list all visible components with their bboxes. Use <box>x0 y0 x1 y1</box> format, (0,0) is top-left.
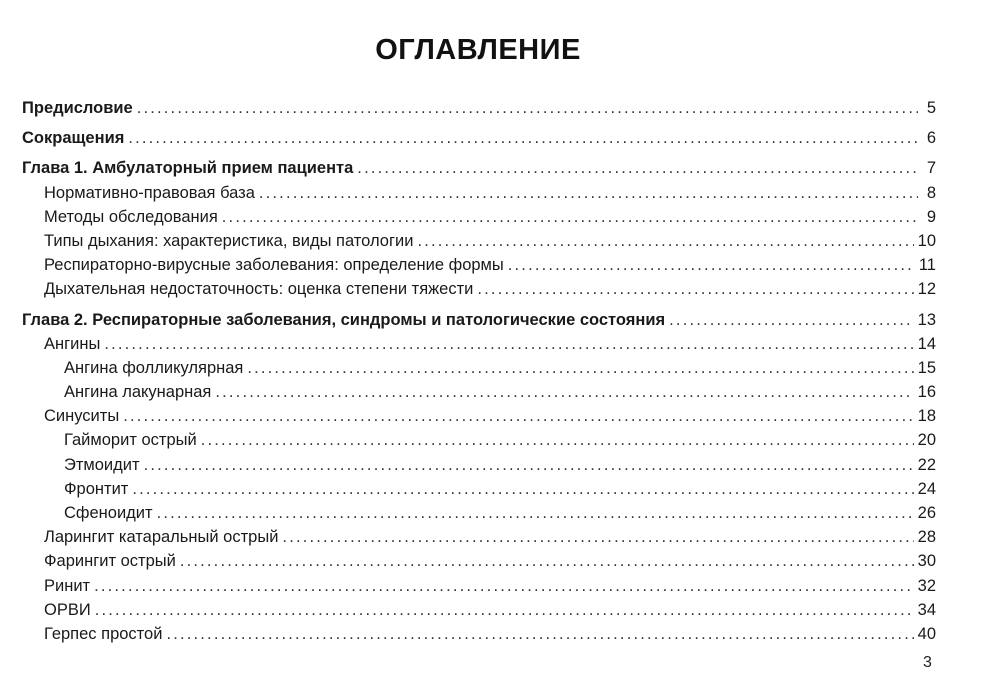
dot-leader <box>417 229 913 253</box>
toc-entry-label: Гайморит острый <box>64 431 197 450</box>
toc-entry[interactable] <box>22 428 936 452</box>
toc-entry[interactable] <box>22 453 936 477</box>
toc-entry-label: Дыхательная недостаточность: оценка степени тяжести <box>44 280 474 299</box>
dot-leader <box>128 126 918 150</box>
toc-entry-page: 34 <box>917 600 936 619</box>
toc-entry-page: 40 <box>917 624 936 643</box>
dot-leader <box>180 549 914 573</box>
toc-entry-chapter-1[interactable] <box>22 156 936 180</box>
dot-leader <box>477 277 913 301</box>
toc-entry-page: 26 <box>917 504 936 522</box>
toc-entry[interactable] <box>22 574 936 598</box>
dot-leader <box>259 181 918 205</box>
toc-entry-label: Респираторно-вирусные заболевания: определение формы <box>44 256 504 275</box>
toc-entry[interactable] <box>22 229 936 253</box>
toc-entry[interactable] <box>22 477 936 501</box>
toc-entry-page: 13 <box>917 310 936 329</box>
toc-entry-label: Ларингит катаральный острый <box>44 528 279 547</box>
toc-entry-label: Глава 2. Респираторные заболевания, синдромы и патологические состояния <box>22 310 666 329</box>
toc-entry-page: 5 <box>926 99 936 117</box>
toc-entry[interactable] <box>22 277 936 301</box>
dot-leader <box>201 428 914 452</box>
toc-entry-page: 14 <box>917 334 936 353</box>
toc-entry-label: Сокращения <box>22 129 125 148</box>
toc-entry-label: Предисловие <box>22 99 133 117</box>
dot-leader <box>166 622 913 646</box>
dot-leader <box>282 525 913 549</box>
toc-entry-page: 15 <box>917 358 936 377</box>
toc-entry[interactable] <box>22 622 936 646</box>
toc-entry[interactable] <box>22 356 936 380</box>
toc-entry-label: Глава 1. Амбулаторный прием пациента <box>22 159 354 178</box>
toc-entry[interactable] <box>22 181 936 205</box>
toc-entry-label: ОРВИ <box>44 600 91 619</box>
dot-leader <box>95 598 914 622</box>
dot-leader <box>157 501 914 525</box>
dot-leader <box>123 404 913 428</box>
toc-entry[interactable] <box>22 404 936 428</box>
toc-entry-label: Типы дыхания: характеристика, виды патологии <box>44 231 414 250</box>
dot-leader <box>132 477 913 501</box>
toc-entry-page: 22 <box>917 455 936 474</box>
toc-entry-page: 10 <box>917 231 936 250</box>
page-title: ОГЛАВЛЕНИЕ <box>375 34 581 66</box>
toc-entry-label: Нормативно-правовая база <box>44 183 255 202</box>
toc-entry[interactable] <box>22 525 936 549</box>
toc-entry-label: Методы обследования <box>44 207 218 226</box>
toc-entry-page: 18 <box>917 407 936 426</box>
toc-entry[interactable] <box>22 598 936 622</box>
dot-leader <box>222 205 918 229</box>
toc-entry-label: Этмоидит <box>64 455 140 474</box>
toc-entry[interactable] <box>22 205 936 229</box>
toc-entry-label: Сфеноидит <box>64 504 153 522</box>
toc-entry-label: Синуситы <box>44 407 120 426</box>
toc-entry-preface[interactable] <box>22 96 936 120</box>
toc-entry[interactable] <box>22 253 936 277</box>
toc-entry-label: Ринит <box>44 576 91 595</box>
toc-entry-page: 28 <box>917 528 936 547</box>
dot-leader <box>137 96 918 120</box>
page-number: 3 <box>923 654 932 671</box>
dot-leader <box>508 253 915 277</box>
toc-entry-page: 8 <box>926 183 936 202</box>
toc-entry-label: Герпес простой <box>44 624 163 643</box>
toc-entry-page: 6 <box>926 129 936 148</box>
toc-entry-label: Ангина лакунарная <box>64 383 212 402</box>
toc-entry-page: 7 <box>926 159 936 178</box>
toc-entry[interactable] <box>22 549 936 573</box>
toc-entry-label: Ангины <box>44 334 101 353</box>
dot-leader <box>94 574 914 598</box>
table-of-contents <box>22 96 936 646</box>
toc-entry-page: 16 <box>917 383 936 402</box>
dot-leader <box>215 380 913 404</box>
toc-entry-abbreviations[interactable] <box>22 126 936 150</box>
toc-entry-page: 32 <box>917 576 936 595</box>
dot-leader <box>247 356 913 380</box>
toc-entry[interactable] <box>22 501 936 525</box>
toc-entry[interactable] <box>22 332 936 356</box>
toc-entry-page: 11 <box>918 256 936 275</box>
toc-entry-label: Фронтит <box>64 479 129 498</box>
toc-entry-page: 20 <box>917 431 936 450</box>
toc-entry-page: 30 <box>917 552 936 571</box>
toc-entry-chapter-2[interactable] <box>22 308 936 332</box>
toc-entry-page: 9 <box>926 207 936 226</box>
toc-entry[interactable] <box>22 380 936 404</box>
toc-entry-page: 12 <box>917 280 936 299</box>
dot-leader <box>357 156 918 180</box>
toc-entry-label: Фарингит острый <box>44 552 176 571</box>
dot-leader <box>144 453 914 477</box>
toc-entry-page: 24 <box>917 479 936 498</box>
dot-leader <box>669 308 913 332</box>
toc-entry-label: Ангина фолликулярная <box>64 358 244 377</box>
dot-leader <box>104 332 913 356</box>
